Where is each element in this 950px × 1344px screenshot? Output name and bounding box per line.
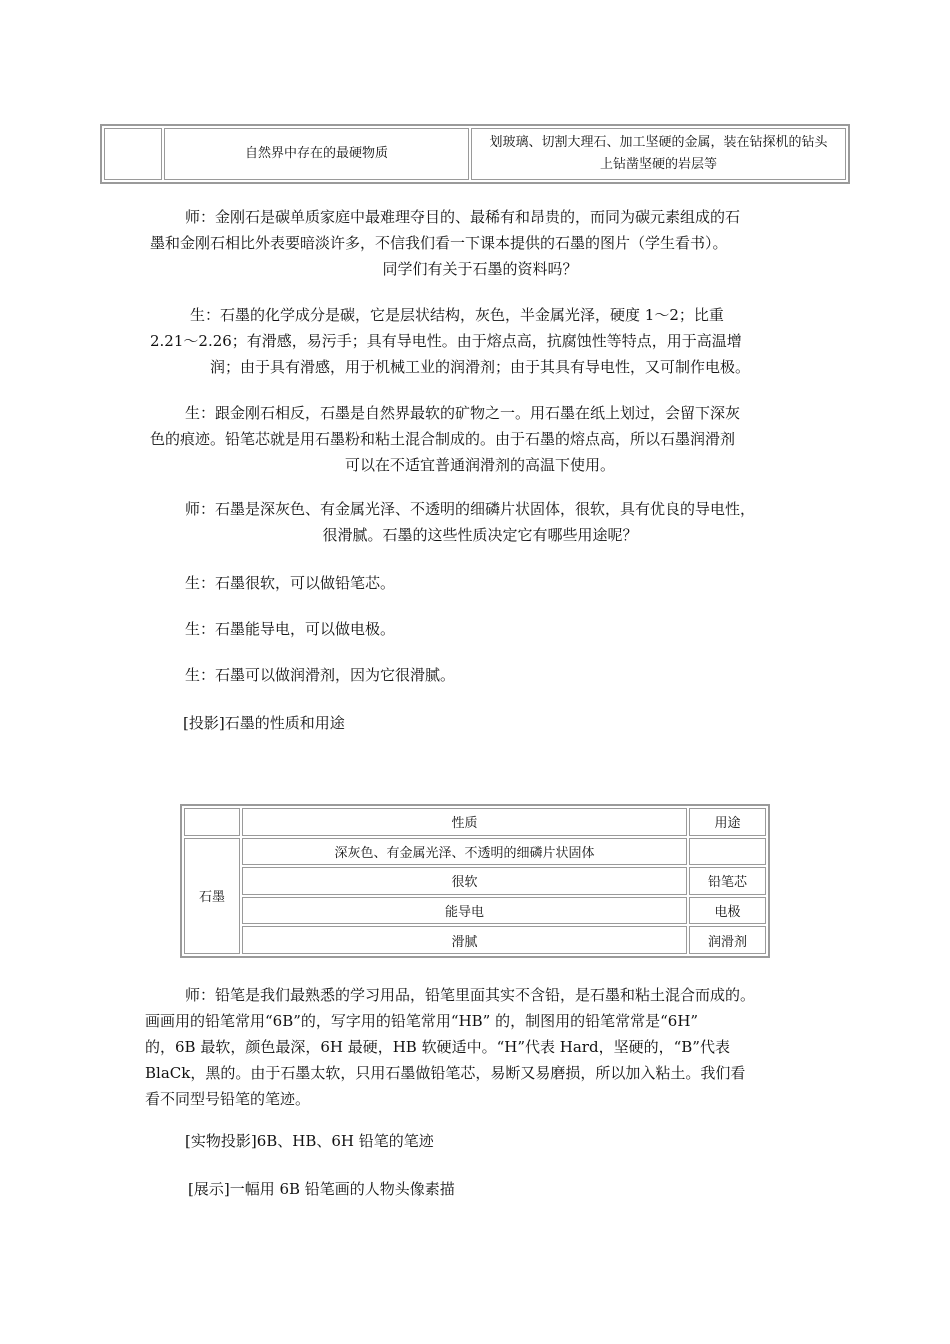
table-header-use: 用途 (689, 808, 766, 836)
paragraph-line: 师：石墨是深灰色、有金属光泽、不透明的细磷片状固体，很软，具有优良的导电性， (185, 500, 756, 518)
paragraph-line: 生：石墨的化学成分是碳，它是层状结构，灰色，半金属光泽，硬度 1～2；比重 (190, 306, 724, 324)
table-cell-use-line1: 划玻璃、切割大理石、加工坚硬的金属，装在钻探机的钻头 (489, 135, 828, 150)
paragraph-line: 画画用的铅笔常用“6B”的，写字用的铅笔常用“HB” 的，制图用的铅笔常常是“6H” (145, 1012, 699, 1030)
paragraph-physical-projection: [实物投影]6B、HB、6H 铅笔的笔迹 (185, 1132, 434, 1150)
paragraph-teacher-pencil (145, 982, 815, 1112)
paragraph-line: 生：跟金刚石相反，石墨是自然界最软的矿物之一。用石墨在纸上划过，会留下深灰 (185, 404, 741, 422)
diamond-table (100, 124, 850, 184)
paragraph-line: 色的痕迹。铅笔芯就是用石墨粉和粘土混合制成的。由于石墨的熔点高，所以石墨润滑剂 (150, 430, 736, 448)
table-row (104, 128, 846, 180)
paragraph-student-graphite-2 (150, 400, 810, 478)
paragraph-student-graphite-1 (150, 302, 810, 380)
table-cell-use: 电极 (689, 897, 766, 925)
table-cell-use (471, 128, 846, 180)
paragraph-line: 很滑腻。石墨的这些性质决定它有哪些用途呢？ (322, 526, 638, 544)
table-cell-property: 很软 (242, 867, 687, 895)
paragraph-line: 润；由于具有滑感，用于机械工业的润滑剂；由于其具有导电性，又可制作电极。 (209, 358, 750, 376)
paragraph-line: 师：铅笔是我们最熟悉的学习用品，铅笔里面其实不含铅，是石墨和粘土混合而成的。 (185, 986, 756, 1004)
table-cell-property: 自然界中存在的最硬物质 (164, 128, 469, 180)
paragraph-line: 师：金刚石是碳单质家庭中最难理夺目的、最稀有和昂贵的，而同为碳元素组成的石 (185, 208, 741, 226)
table-header-empty (184, 808, 240, 836)
table-cell-use-line2: 上钻凿坚硬的岩层等 (599, 157, 717, 172)
table-cell-use: 铅笔芯 (689, 867, 766, 895)
table-row (184, 926, 766, 954)
table-cell-use: 润滑剂 (689, 926, 766, 954)
paragraph-line: 2.21～2.26；有滑感，易污手；具有导电性。由于熔点高，抗腐蚀性等特点，用于高温增 (150, 332, 742, 350)
paragraph-line: BlaCk，黑的。由于石墨太软，只用石墨做铅笔芯，易断又易磨损，所以加入粘土。我们看 (145, 1064, 746, 1082)
paragraph-line: 看不同型号铅笔的笔迹。 (145, 1090, 311, 1108)
paragraph-projection: [投影]石墨的性质和用途 (183, 714, 345, 732)
table-cell-empty (104, 128, 162, 180)
table-row (184, 838, 766, 866)
table-cell-property: 滑腻 (242, 926, 687, 954)
paragraph-teacher-graphite (150, 496, 810, 548)
paragraph-student-pencil: 生：石墨很软，可以做铅笔芯。 (185, 574, 396, 592)
table-row (184, 867, 766, 895)
table-row (184, 897, 766, 925)
paragraph-line: 同学们有关于石墨的资料吗？ (382, 260, 578, 278)
table-header-property: 性质 (242, 808, 687, 836)
paragraph-student-lubricant: 生：石墨可以做润滑剂，因为它很滑腻。 (185, 666, 456, 684)
table-cell-property: 能导电 (242, 897, 687, 925)
paragraph-line: 墨和金刚石相比外表要暗淡许多，不信我们看一下课本提供的石墨的图片（学生看书）。 (150, 234, 728, 252)
table-cell-use (689, 838, 766, 866)
paragraph-teacher-diamond (150, 204, 810, 282)
paragraph-student-electrode: 生：石墨能导电，可以做电极。 (185, 620, 396, 638)
paragraph-display: [展示]一幅用 6B 铅笔画的人物头像素描 (188, 1180, 455, 1198)
paragraph-line: 可以在不适宜普通润滑剂的高温下使用。 (344, 456, 615, 474)
table-cell-property: 深灰色、有金属光泽、不透明的细磷片状固体 (242, 838, 687, 866)
table-row-label: 石墨 (184, 838, 240, 954)
paragraph-line: 的，6B 最软，颜色最深，6H 最硬，HB 软硬适中。“H”代表 Hard，坚硬的，“B”代表 (145, 1038, 730, 1056)
table-header-row (184, 808, 766, 836)
graphite-table (180, 804, 770, 958)
